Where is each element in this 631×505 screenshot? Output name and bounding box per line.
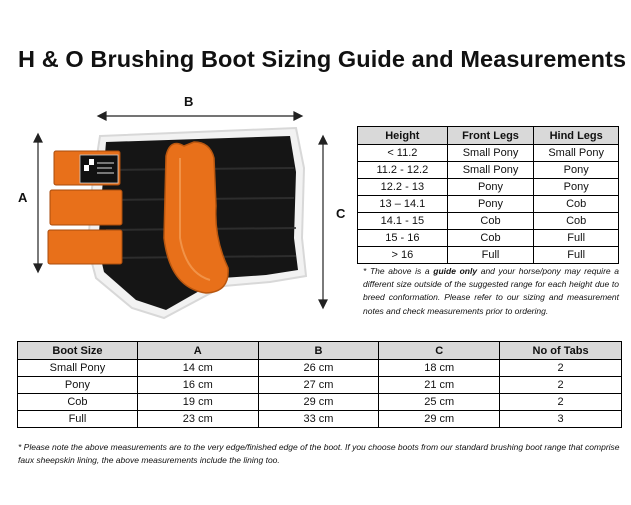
table-cell: 29 cm	[379, 411, 500, 428]
page-title: H & O Brushing Boot Sizing Guide and Measurements	[18, 46, 627, 72]
column-header: A	[137, 342, 258, 360]
table-cell: 25 cm	[379, 394, 500, 411]
table-cell: Pony	[447, 196, 534, 213]
table-row	[18, 377, 622, 394]
table-cell: 14 cm	[137, 360, 258, 377]
column-header: C	[379, 342, 500, 360]
table-cell: Cob	[18, 394, 138, 411]
table-cell: Full	[18, 411, 138, 428]
column-header: Height	[358, 127, 448, 145]
table-cell: 27 cm	[258, 377, 379, 394]
table-header-row	[18, 342, 622, 360]
table-cell: 18 cm	[379, 360, 500, 377]
brand-logo-icon	[80, 155, 118, 183]
measurement-note: * Please note the above measurements are to the very edge/finished edge of the boot. If you choose boots from our standard brushing boot range that comprise faux sheepskin lining, the above measurements include the lining too.	[18, 442, 620, 465]
table-cell: 16 cm	[137, 377, 258, 394]
brushing-boot-illustration	[14, 88, 354, 328]
velcro-tab	[50, 190, 122, 225]
dimension-b-label: B	[184, 94, 194, 109]
table-cell: < 11.2	[358, 145, 448, 162]
table-cell: Cob	[534, 213, 619, 230]
column-header: No of Tabs	[500, 342, 622, 360]
table-cell: Pony	[534, 179, 619, 196]
table-cell: 3	[500, 411, 622, 428]
table-cell: Small Pony	[18, 360, 138, 377]
table-row	[358, 247, 619, 264]
dimension-b-arrow	[98, 112, 302, 120]
table-cell: Cob	[447, 230, 534, 247]
table-cell: 21 cm	[379, 377, 500, 394]
dimension-c-arrow	[319, 136, 327, 308]
column-header: Front Legs	[447, 127, 534, 145]
guide-disclaimer-note: * The above is a guide only and your horse/pony may require a different size outside of the suggested range for each height due to breed conformation. Please refer to our sizing and measurement notes and check measurements prior to ordering.	[363, 266, 620, 316]
table-row	[18, 411, 622, 428]
column-header: B	[258, 342, 379, 360]
boot-figure	[14, 88, 354, 328]
table-row	[18, 394, 622, 411]
table-row	[358, 213, 619, 230]
table-cell: 23 cm	[137, 411, 258, 428]
table-header-row	[358, 127, 619, 145]
table-cell: 2	[500, 377, 622, 394]
table-row	[358, 196, 619, 213]
table-cell: 11.2 - 12.2	[358, 162, 448, 179]
table-cell: 14.1 - 15	[358, 213, 448, 230]
table-cell: 2	[500, 360, 622, 377]
dimension-c-label: C	[336, 206, 346, 221]
table-cell: Small Pony	[447, 162, 534, 179]
velcro-tab	[48, 230, 122, 264]
table-cell: Full	[447, 247, 534, 264]
table-row	[358, 230, 619, 247]
table-cell: Cob	[534, 196, 619, 213]
table-cell: Small Pony	[447, 145, 534, 162]
table-cell: Pony	[18, 377, 138, 394]
table-cell: Pony	[447, 179, 534, 196]
guide-only-emphasis: guide only	[433, 266, 478, 276]
table-cell: > 16	[358, 247, 448, 264]
table-cell: Full	[534, 247, 619, 264]
table-row	[358, 179, 619, 196]
table-cell: Full	[534, 230, 619, 247]
column-header: Hind Legs	[534, 127, 619, 145]
table-cell: 26 cm	[258, 360, 379, 377]
dimension-a-arrow	[34, 134, 42, 272]
dimension-a-label: A	[18, 190, 28, 205]
table-cell: Cob	[447, 213, 534, 230]
column-header: Boot Size	[18, 342, 138, 360]
table-cell: 12.2 - 13	[358, 179, 448, 196]
table-row	[18, 360, 622, 377]
height-guide-table	[357, 126, 619, 264]
table-cell: 2	[500, 394, 622, 411]
boot-size-table	[17, 341, 622, 428]
table-cell: 19 cm	[137, 394, 258, 411]
table-cell: 29 cm	[258, 394, 379, 411]
table-cell: Small Pony	[534, 145, 619, 162]
table-cell: 13 – 14.1	[358, 196, 448, 213]
table-row	[358, 162, 619, 179]
table-row	[358, 145, 619, 162]
table-cell: 33 cm	[258, 411, 379, 428]
table-cell: 15 - 16	[358, 230, 448, 247]
table-cell: Pony	[534, 162, 619, 179]
